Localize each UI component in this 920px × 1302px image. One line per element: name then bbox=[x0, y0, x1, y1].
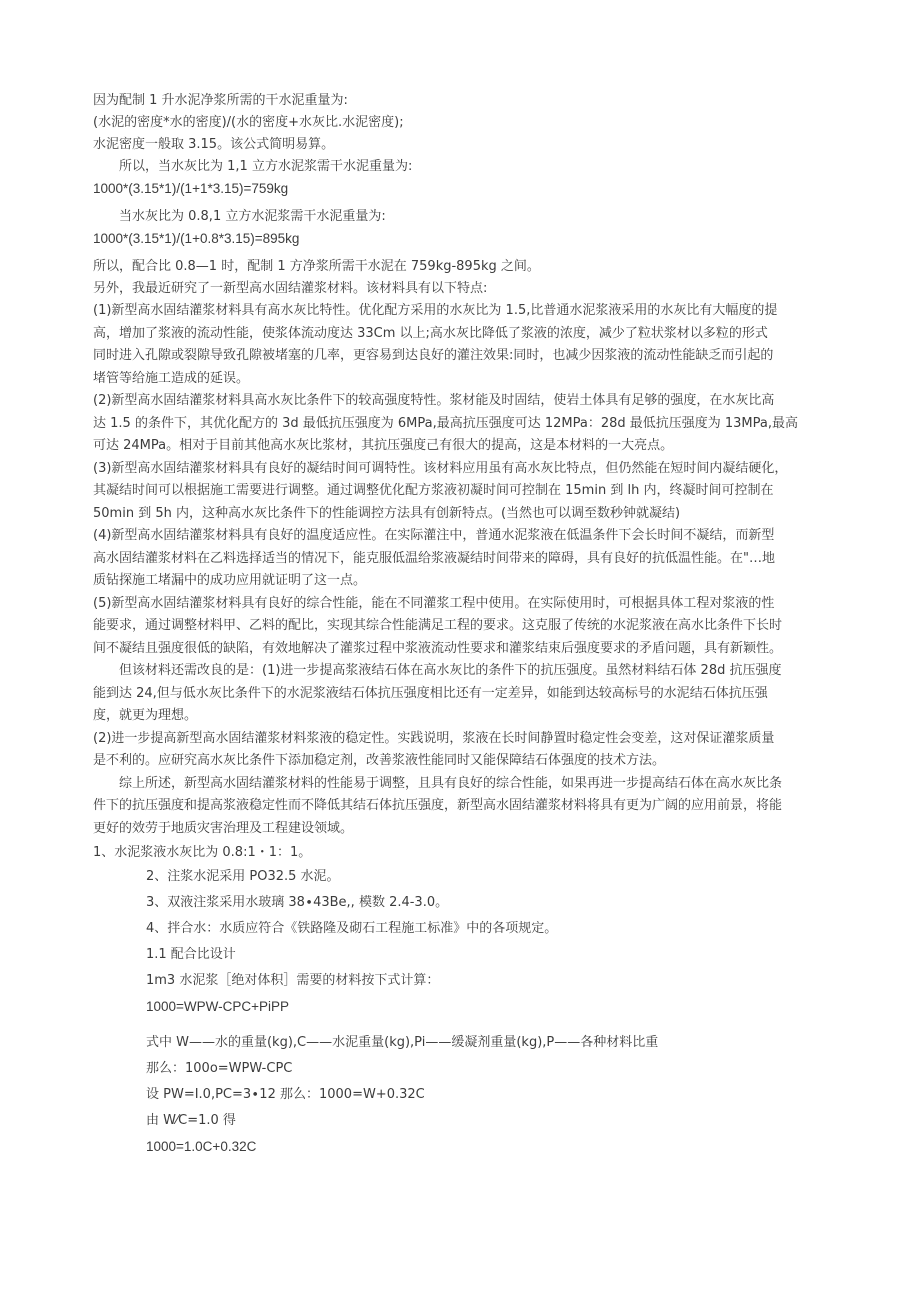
calc-line: 式中 W——水的重量(kg),C——水泥重量(kg),Pi——缓凝剂重量(kg),P——各种材料比重 bbox=[146, 1035, 659, 1050]
text-line: 高，增加了浆液的流动性能，使浆体流动度达 33Cm 以上;高水灰比降低了浆液的浓度，减少了粒状浆材以多粒的形式 bbox=[93, 325, 768, 341]
text-line: 水泥密度一般取 3.15。该公式简明易算。 bbox=[93, 137, 335, 152]
section-heading: 1.1 配合比设计 bbox=[146, 947, 236, 962]
text-line: 综上所述，新型高水固结灌浆材料的性能易于调整，且具有良好的综合性能，如果再进一步提高结石体在高水灰比条 bbox=[119, 775, 783, 791]
text-line: 当水灰比为 0.8,1 立方水泥浆需干水泥重量为: bbox=[119, 209, 386, 224]
text-line: 因为配制 1 升水泥净浆所需的干水泥重量为: bbox=[93, 93, 348, 108]
text-line: 达 1.5 的条件下，其优化配方的 3d 最低抗压强度为 6MPa,最高抗压强度可达 12MPa：28d 最低抗压强度为 13MPa,最高 bbox=[93, 415, 798, 431]
summary-paragraph bbox=[93, 773, 828, 841]
text-line: 同时进入孔隙或裂隙导致孔隙被堵塞的几率，更容易到达良好的灌注效果:同时，也减少因浆液的流动性能缺乏而引起的 bbox=[93, 348, 774, 363]
feature-item-4 bbox=[93, 525, 828, 593]
calc-line: 设 PW=I.0,PC=3∙12 那么：1000=W+0.32C bbox=[146, 1087, 425, 1102]
text-line: 是不利的。应研究高水灰比条件下添加稳定剂，改善浆液性能同时又能保障结石体强度的技术方法。 bbox=[93, 753, 666, 768]
spec-item: 2、注浆水泥采用 PO32.5 水泥。 bbox=[146, 869, 340, 884]
text-line: 所以，配合比 0.8—1 时，配制 1 方净浆所需干水泥在 759kg-895kg 之间。 bbox=[93, 259, 540, 274]
calc-line: 1000=1.0C+0.32C bbox=[146, 1139, 257, 1154]
spec-item: 3、双液注浆采用水玻璃 38∙43Be,, 模数 2.4-3.0。 bbox=[146, 895, 449, 910]
calc-line: 由 W⁄C=1.0 得 bbox=[146, 1113, 236, 1128]
formula-line: 1000*(3.15*1)/(1+1*3.15)=759kg bbox=[93, 181, 289, 196]
formula-line: 1000*(3.15*1)/(1+0.8*3.15)=895kg bbox=[93, 231, 300, 246]
text-line: (4)新型高水固结灌浆材料具有良好的温度适应性。在实际灌注中，普通水泥浆液在低温条件下会长时间不凝结，而新型 bbox=[93, 528, 775, 543]
feature-item-2 bbox=[93, 390, 828, 458]
text-line: 另外，我最近研究了一新型高水固结灌浆材料。该材料具有以下特点: bbox=[93, 281, 488, 296]
spec-list bbox=[93, 864, 828, 1020]
text-line: 质钻探施工堵漏中的成功应用就证明了这一点。 bbox=[93, 573, 367, 588]
text-line: (3)新型高水固结灌浆材料具有良好的凝结时间可调特性。该材料应用虽有高水灰比特点，但仍然能在短时间内凝结硬化， bbox=[93, 460, 788, 476]
document-body bbox=[93, 90, 828, 1160]
text-line: (2)新型高水固结灌浆材料具高水灰比条件下的较高强度特性。浆材能及时固结，使岩土体具有足够的强度，在水灰比高 bbox=[93, 393, 775, 408]
text-line: (2)进一步提高新型高水固结灌浆材料浆液的稳定性。实践说明，浆液在长时间静置时稳定性会变差，这对保证灌浆质量 bbox=[93, 730, 775, 746]
text-line: 高水固结灌浆材料在乙料选择适当的情况下，能克服低温给浆液凝结时间带来的障碍，具有良好的抗低温性能。在"…地 bbox=[93, 550, 775, 566]
spec-item: 1m3 水泥浆［绝对体积］需要的材料按下式计算： bbox=[146, 973, 440, 988]
text-line: 能到达 24,但与低水灰比条件下的水泥浆液结石体抗压强度相比还有一定差异，如能到达较高标号的水泥结石体抗压强 bbox=[93, 685, 768, 701]
text-line: 间不凝结且强度很低的缺陷，有效地解决了灌浆过程中浆液流动性要求和灌浆结束后强度要求的矛盾问题，具有新颖性。 bbox=[93, 640, 783, 656]
text-line: 其凝结时间可以根据施工需要进行调整。通过调整优化配方浆液初凝时间可控制在 15min 到 lh 内，终凝时间可控制在 bbox=[93, 483, 774, 498]
improvement-2 bbox=[93, 728, 828, 773]
text-line: (1)新型高水固结灌浆材料具有高水灰比特性。优化配方采用的水灰比为 1.5,比普通水泥浆液采用的水灰比有大幅度的提 bbox=[93, 303, 778, 318]
improvement-1 bbox=[93, 660, 828, 728]
formula-line: 1000=WPW-CPC+PiPP bbox=[146, 999, 290, 1014]
spec-item-1: 1、水泥浆液水灰比为 0.8:1・1：1。 bbox=[93, 845, 312, 860]
text-line: 但该材料还需改良的是：(1)进一步提高浆液结石体在高水灰比的条件下的抗压强度。虽然材料结石体 28d 抗压强度 bbox=[119, 663, 782, 678]
text-line: (水泥的密度*水的密度)/(水的密度+水灰比.水泥密度); bbox=[93, 115, 404, 130]
text-line: 度，就更为理想。 bbox=[93, 708, 198, 723]
text-line: 50min 到 5h 内，这种高水灰比条件下的性能调控方法具有创新特点。(当然也可以调至数秒钟就凝结) bbox=[93, 505, 681, 521]
text-line: 堵管等给施工造成的延误。 bbox=[93, 370, 250, 386]
calculation-list bbox=[93, 1030, 828, 1160]
feature-item-1 bbox=[93, 300, 828, 390]
feature-item-3 bbox=[93, 458, 828, 526]
text-line: 所以，当水灰比为 1,1 立方水泥浆需干水泥重量为: bbox=[119, 159, 413, 174]
feature-item-5 bbox=[93, 593, 828, 661]
text-line: 能要求，通过调整材料甲、乙料的配比，实现其综合性能满足工程的要求。这克服了传统的水泥浆液在高水比条件下长时 bbox=[93, 618, 783, 633]
text-line: (5)新型高水固结灌浆材料具有良好的综合性能，能在不同灌浆工程中使用。在实际使用时，可根据具体工程对浆液的性 bbox=[93, 595, 775, 611]
text-line: 更好的效劳于地质灾害治理及工程建设领域。 bbox=[93, 820, 354, 836]
text-line: 件下的抗压强度和提高浆液稳定性而不降低其结石体抗压强度，新型高水固结灌浆材料将具有更为广阔的应用前景，将能 bbox=[93, 798, 783, 813]
calc-line: 那么：100o=WPW-CPC bbox=[146, 1061, 293, 1076]
spec-item: 4、拌合水：水质应符合《铁路隆及砌石工程施工标准》中的各项规定。 bbox=[146, 921, 558, 936]
text-line: 可达 24MPa。相对于目前其他高水灰比浆材，其抗压强度己有很大的提高，这是本材料的一大亮点。 bbox=[93, 438, 674, 453]
